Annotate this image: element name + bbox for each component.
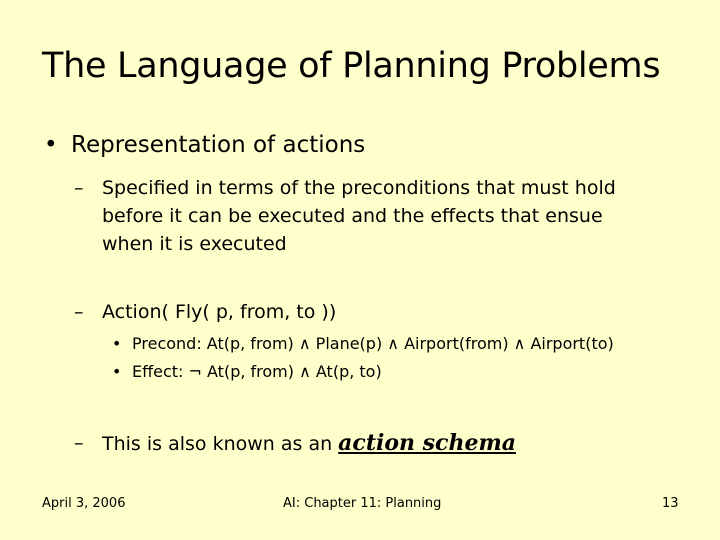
- bullet-icon: •: [112, 334, 122, 353]
- footer-date: April 3, 2006: [42, 496, 126, 511]
- precond-text: Precond: At(p, from) ∧ Plane(p) ∧ Airport(from) ∧ Airport(to): [132, 334, 614, 353]
- action-schema-emphasis: action schema: [338, 430, 516, 456]
- slide-title: The Language of Planning Problems: [42, 46, 661, 86]
- dash-icon: –: [74, 177, 84, 199]
- bullet-icon: •: [44, 132, 58, 158]
- bullet-icon: •: [112, 362, 122, 381]
- effect-text: Effect: ¬ At(p, from) ∧ At(p, to): [132, 362, 382, 381]
- dash-icon: –: [74, 301, 84, 323]
- sub-bullet-plain-text: This is also known as an: [102, 433, 339, 455]
- dash-icon: –: [74, 432, 84, 454]
- footer-title: AI: Chapter 11: Planning: [283, 496, 442, 511]
- bullet-text: Representation of actions: [71, 132, 366, 158]
- footer-page-number: 13: [662, 496, 679, 511]
- sub-bullet-line: before it can be executed and the effects that ensue: [102, 205, 603, 227]
- sub-bullet-text: [102, 429, 516, 458]
- sub-bullet-line: Specified in terms of the preconditions that must hold: [102, 177, 616, 199]
- sub-bullet-line: when it is executed: [102, 233, 287, 255]
- sub-bullet-text: Action( Fly( p, from, to )): [102, 301, 337, 323]
